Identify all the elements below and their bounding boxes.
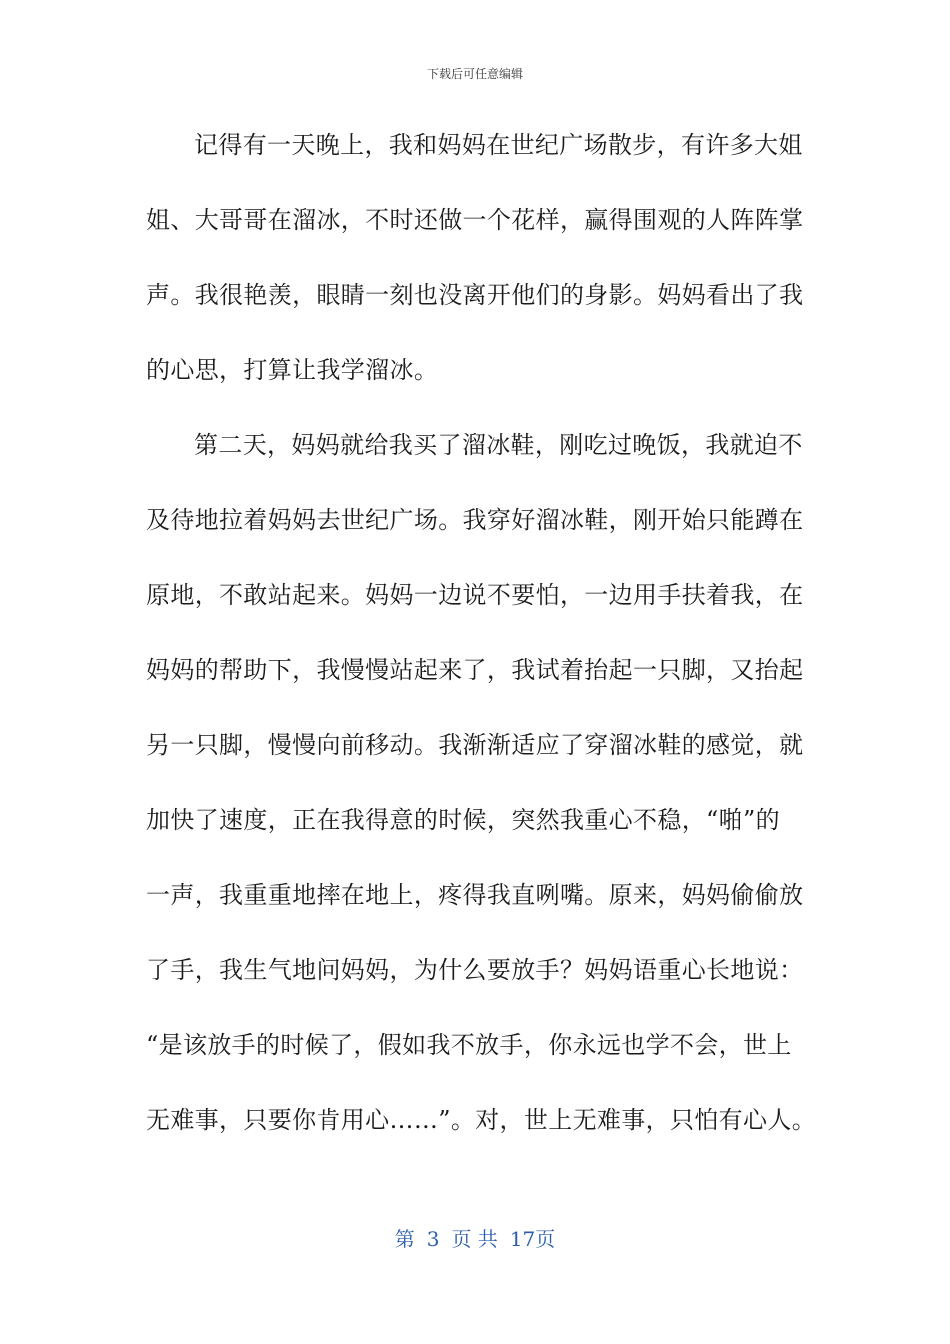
paragraph-2-line-8: 了手，我生气地问妈妈，为什么要放手？妈妈语重心长地说：	[146, 956, 804, 984]
paragraph-2-line-1: 第二天，妈妈就给我买了溜冰鞋，刚吃过晚饭，我就迫不	[194, 431, 803, 459]
page-label-suffix: 页	[535, 1227, 556, 1251]
paragraph-1-line-2: 姐、大哥哥在溜冰，不时还做一个花样，赢得围观的人阵阵掌	[146, 206, 804, 234]
document-body	[146, 108, 817, 1158]
paragraph-1-line-1: 记得有一天晚上，我和妈妈在世纪广场散步，有许多大姐	[194, 131, 803, 159]
paragraph-2-line-3: 原地，不敢站起来。妈妈一边说不要怕，一边用手扶着我，在	[146, 581, 804, 609]
page-label-prefix: 第	[394, 1227, 415, 1251]
page-number: 3	[426, 1227, 440, 1251]
paragraph-1-line-3: 声。我很艳羡，眼睛一刻也没离开他们的身影。妈妈看出了我	[146, 281, 804, 309]
page-footer	[0, 1226, 950, 1252]
paragraph-2-line-10: 无难事，只要你肯用心……”。对，世上无难事，只怕有心人。	[146, 1106, 817, 1134]
paragraph-1-line-4: 的心思，打算让我学溜冰。	[146, 356, 439, 384]
paragraph-2-line-9: “是该放手的时候了，假如我不放手，你永远也学不会，世上	[146, 1031, 792, 1059]
paragraph-2-line-5: 另一只脚，慢慢向前移动。我渐渐适应了穿溜冰鞋的感觉，就	[146, 731, 804, 759]
page-label-mid: 页 共	[451, 1227, 498, 1251]
paragraph-2-line-7: 一声，我重重地摔在地上，疼得我直咧嘴。原来，妈妈偷偷放	[146, 881, 804, 909]
page-total: 17	[509, 1227, 536, 1251]
page-header: 下载后可任意编辑	[426, 67, 523, 81]
paragraph-2-line-6: 加快了速度，正在我得意的时候，突然我重心不稳，“啪”的	[146, 806, 780, 834]
paragraph-2-line-2: 及待地拉着妈妈去世纪广场。我穿好溜冰鞋，刚开始只能蹲在	[146, 506, 804, 534]
paragraph-2-line-4: 妈妈的帮助下，我慢慢站起来了，我试着抬起一只脚，又抬起	[146, 656, 804, 684]
